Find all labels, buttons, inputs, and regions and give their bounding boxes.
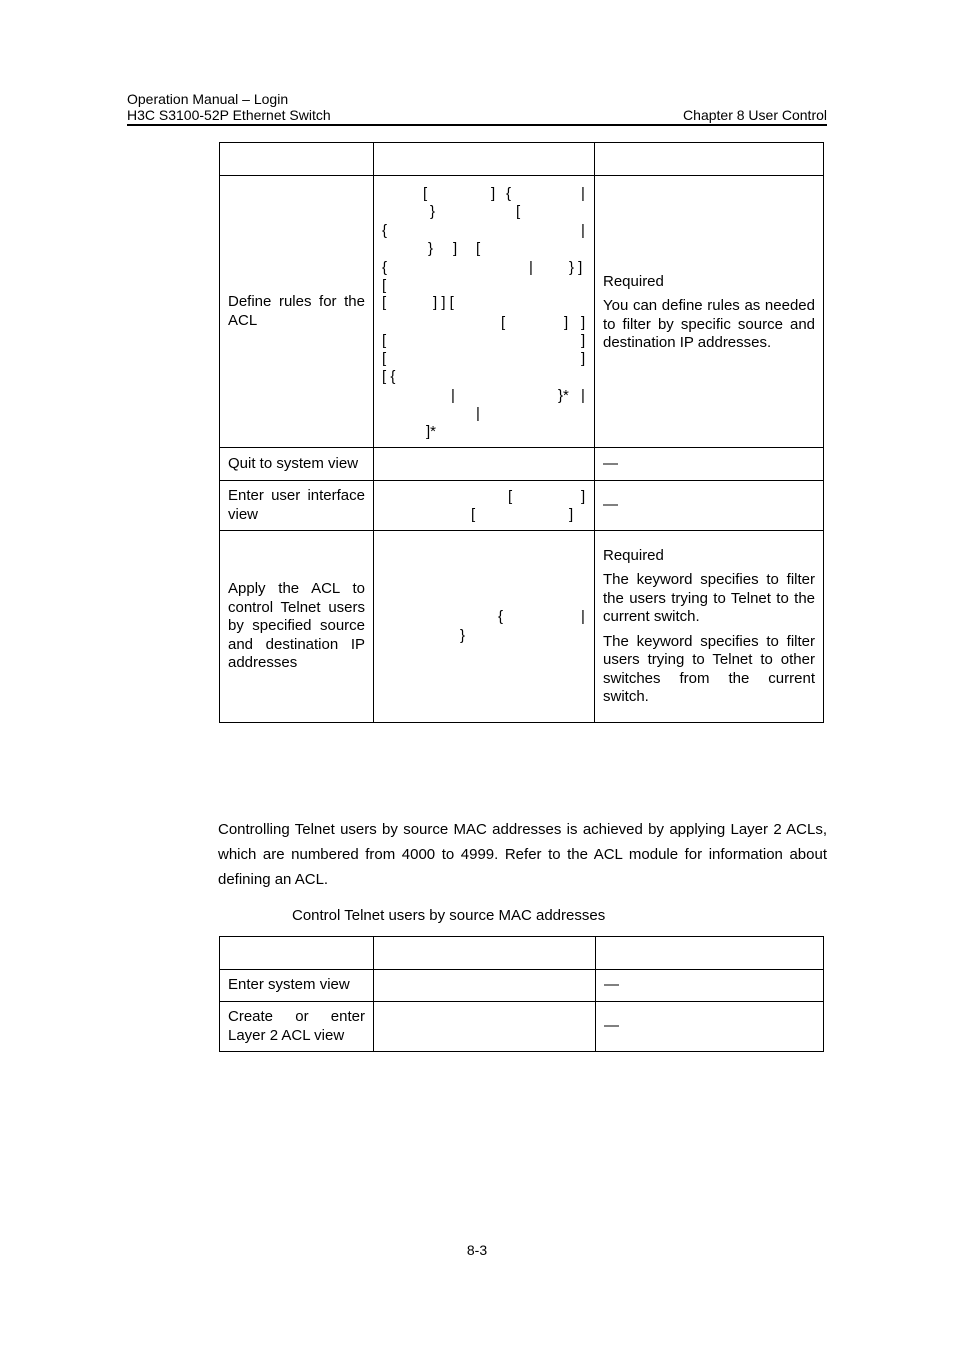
command-cell — [374, 531, 595, 723]
cmd-fragment: { — [382, 258, 388, 276]
header-cell-operation — [220, 143, 374, 176]
header-rule — [127, 124, 827, 126]
cmd-fragment: ] — [453, 239, 458, 257]
description-cell: — — [595, 481, 824, 531]
cmd-fragment: [ — [382, 349, 387, 367]
operation-cell: Define rules for the ACL — [220, 176, 374, 448]
description-cell: — — [596, 970, 824, 1002]
cmd-fragment: { — [498, 607, 504, 625]
table-header-row — [220, 143, 824, 176]
requirement-label: Required — [603, 546, 664, 564]
cmd-fragment: | — [581, 184, 585, 202]
cmd-fragment: | — [476, 404, 480, 422]
cmd-fragment: | — [529, 258, 533, 276]
table-row — [220, 481, 824, 531]
cmd-fragment: ] — [491, 184, 496, 202]
cmd-fragment: [ — [423, 184, 428, 202]
cmd-fragment: | — [581, 607, 585, 625]
table-row — [220, 970, 824, 1002]
cmd-fragment: [ — [471, 505, 476, 523]
cmd-fragment: [ — [508, 487, 513, 505]
body-paragraph: Controlling Telnet users by source MAC addresses is achieved by applying Layer 2 ACLs, which are numbered from 4000 to 4999. Refer to the ACL module for information about defining an ACL. — [218, 821, 827, 888]
description-cell: — — [595, 448, 824, 481]
table-row — [220, 531, 824, 723]
cmd-fragment: } — [430, 202, 436, 220]
operation-cell: Enter user interface view — [220, 481, 374, 531]
command-cell — [374, 970, 596, 1002]
description-text: You can define rules as needed to filter by specific source and destination IP addresses. — [603, 297, 815, 351]
cmd-fragment: { — [382, 221, 388, 239]
cmd-fragment: ] — [581, 487, 586, 505]
cmd-fragment: [ — [501, 313, 506, 331]
cmd-fragment: ]* — [426, 422, 437, 440]
header-cell-operation — [220, 937, 374, 970]
mac-acl-table — [219, 936, 824, 1052]
command-cell — [374, 1002, 596, 1052]
description-cell — [595, 531, 824, 723]
description-text: The keyword specifies to filter the users trying to Telnet to the current switch. — [603, 571, 815, 625]
cmd-fragment: ] — [564, 313, 569, 331]
table-caption: Control Telnet users by source MAC addresses — [292, 907, 606, 924]
running-header-left — [127, 91, 331, 123]
cmd-fragment: { — [506, 184, 512, 202]
command-cell — [374, 176, 595, 448]
cmd-fragment: ] — [569, 505, 574, 523]
command-cell — [374, 481, 595, 531]
product-name: H3C S3100-52P Ethernet Switch — [127, 107, 331, 123]
cmd-fragment: [ — [516, 202, 521, 220]
cmd-fragment: ] — [581, 331, 586, 349]
page-number: 8-3 — [466, 1242, 488, 1258]
cmd-fragment: }* — [558, 386, 569, 404]
cmd-fragment: [ — [382, 293, 387, 311]
cmd-fragment: [ — [382, 276, 387, 294]
description-cell — [595, 176, 824, 448]
requirement-label: Required — [603, 272, 664, 290]
table-row — [220, 176, 824, 448]
cmd-fragment: } — [460, 626, 466, 644]
operation-cell: Apply the ACL to control Telnet users by specified source and destination IP addresses — [220, 531, 374, 723]
table-header-row — [220, 937, 824, 970]
cmd-fragment: | — [451, 386, 455, 404]
acl-config-table — [219, 142, 824, 723]
table-row — [220, 448, 824, 481]
cmd-fragment: | — [581, 386, 585, 404]
header-cell-command — [374, 143, 595, 176]
manual-title: Operation Manual – Login — [127, 91, 289, 107]
cmd-fragment: [ { — [382, 367, 396, 385]
cmd-fragment: ] ] [ — [433, 293, 454, 311]
operation-cell: Quit to system view — [220, 448, 374, 481]
cmd-fragment: | — [581, 221, 585, 239]
description-cell: — — [596, 1002, 824, 1052]
chapter-title: Chapter 8 User Control — [683, 107, 827, 123]
table-row — [220, 1002, 824, 1052]
operation-cell: Create or enter Layer 2 ACL view — [220, 1002, 374, 1052]
header-cell-description — [595, 143, 824, 176]
command-cell — [374, 448, 595, 481]
header-cell-description — [596, 937, 824, 970]
cmd-fragment: ] — [581, 349, 586, 367]
cmd-fragment: [ — [476, 239, 481, 257]
cmd-fragment: ] — [581, 313, 586, 331]
cmd-fragment: [ — [382, 331, 387, 349]
cmd-fragment: } — [428, 239, 434, 257]
cmd-fragment: } ] — [569, 258, 583, 276]
operation-cell: Enter system view — [220, 970, 374, 1002]
description-text: The keyword specifies to filter users trying to Telnet to other switches from the current switch. — [603, 632, 815, 705]
header-cell-command — [374, 937, 596, 970]
